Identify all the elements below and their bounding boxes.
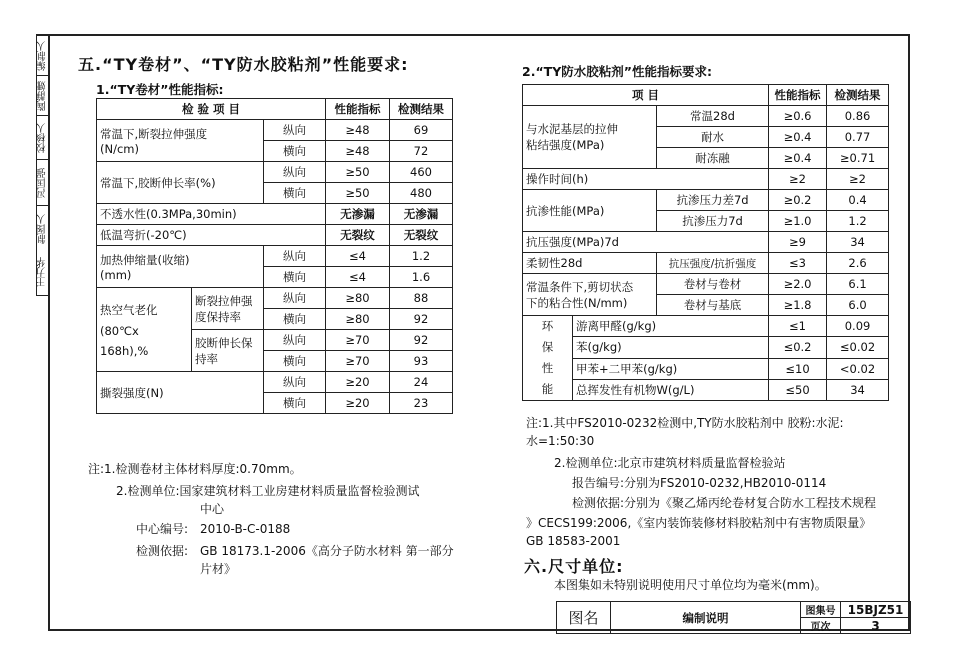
t2-index: ≤0.2 — [769, 337, 827, 358]
t2-condition: 抗渗压力差7d — [657, 190, 769, 211]
t1-direction: 横向 — [264, 309, 326, 330]
adhesive-performance-table — [522, 84, 889, 401]
t2-condition: 常温28d — [657, 106, 769, 127]
t1-tear-label: 撕裂强度(N) — [97, 372, 264, 414]
t1-result: 无裂纹 — [390, 225, 453, 246]
note1-basis: GB 18173.1-2006《高分子防水材料 第一部分 — [200, 544, 454, 558]
t1-index: 无渗漏 — [326, 204, 390, 225]
title-block-page-label: 页次 — [801, 618, 841, 634]
note2-lab: 2.检测单位:北京市建筑材料质量监督检验站 — [554, 456, 786, 470]
t1-direction: 横向 — [264, 351, 326, 372]
t2-condition: 卷材与卷材 — [657, 274, 769, 295]
t1-header-index: 性能指标 — [326, 99, 390, 120]
t1-result: 88 — [390, 288, 453, 309]
t1-direction: 横向 — [264, 393, 326, 414]
t1-header-result: 检测结果 — [390, 99, 453, 120]
t1-result: 无渗漏 — [390, 204, 453, 225]
t1-result: 24 — [390, 372, 453, 393]
note1-code: 2010-B-C-0188 — [200, 522, 291, 536]
t1-result: 92 — [390, 309, 453, 330]
t1-index: ≤4 — [326, 246, 390, 267]
t1-elong-label: 常温下,胶断伸长率(%) — [97, 162, 264, 204]
t1-index: ≥70 — [326, 351, 390, 372]
t1-direction: 横向 — [264, 183, 326, 204]
t1-shrink-label: 加热伸缩量(收缩) (mm) — [97, 246, 264, 288]
t2-index: ≥2.0 — [769, 274, 827, 295]
t2-result: <0.02 — [827, 358, 889, 379]
t2-header-index: 性能指标 — [769, 85, 827, 106]
t2-index: ≥1.0 — [769, 211, 827, 232]
t2-header-result: 检测结果 — [827, 85, 889, 106]
t2-index: ≥0.4 — [769, 148, 827, 169]
membrane-performance-table — [96, 98, 453, 414]
note1-lab: 2.检测单位:国家建筑材料工业房建材料质量监督检验测试 — [116, 484, 420, 498]
t2-index: ≤1 — [769, 316, 827, 337]
note1-lab-cont: 中心 — [200, 502, 225, 516]
t2-index: ≤50 — [769, 379, 827, 400]
t2-result: 2.6 — [827, 253, 889, 274]
t1-header-item: 检 验 项 目 — [97, 99, 326, 120]
t2-header-item: 项 目 — [523, 85, 769, 106]
t2-result: 0.77 — [827, 127, 889, 148]
t2-index: ≥9 — [769, 232, 827, 253]
t1-ret1-label: 断裂拉伸强 度保持率 — [192, 288, 264, 330]
t1-result: 1.6 — [390, 267, 453, 288]
t1-index: ≤4 — [326, 267, 390, 288]
t1-tensile-label: 常温下,断裂拉伸强度 (N/cm) — [97, 120, 264, 162]
t2-result: 6.0 — [827, 295, 889, 316]
strip-name-checker: 冯国强 — [37, 159, 48, 206]
t1-direction: 纵向 — [264, 330, 326, 351]
strip-name-editor: 陶静娜 — [37, 75, 48, 116]
section5-title: 五.“TY卷材”、“TY防水胶粘剂”性能要求: — [78, 55, 409, 74]
t1-index: ≥48 — [326, 120, 390, 141]
t1-result: 72 — [390, 141, 453, 162]
t2-result: ≤0.02 — [827, 337, 889, 358]
t2-result: ≥2 — [827, 169, 889, 190]
t2-env-item: 甲苯+二甲苯(g/kg) — [573, 358, 769, 379]
strip-label-editor: 编制人 — [37, 35, 48, 76]
note2-basis-cont: 》CECS199:2006,《室内装饰装修材料胶粘剂中有害物质限量》 — [526, 516, 872, 530]
t2-bond-label: 与水泥基层的拉伸 粘结强度(MPa) — [523, 106, 657, 169]
t2-index: ≥0.4 — [769, 127, 827, 148]
t1-index: ≥70 — [326, 330, 390, 351]
t1-result: 1.2 — [390, 246, 453, 267]
title-block-page: 3 — [841, 618, 911, 634]
note1-basis-label: 检测依据: — [136, 544, 189, 558]
t1-index: ≥48 — [326, 141, 390, 162]
t2-condition: 抗压强度/抗折强度 — [657, 253, 769, 274]
t2-result: 34 — [827, 232, 889, 253]
t1-direction: 纵向 — [264, 120, 326, 141]
note1-basis-cont: 片材》 — [200, 562, 237, 576]
t1-direction: 横向 — [264, 141, 326, 162]
t2-condition: 耐水 — [657, 127, 769, 148]
t2-condition: 抗渗压力7d — [657, 211, 769, 232]
t2-result: 0.86 — [827, 106, 889, 127]
t1-direction: 纵向 — [264, 372, 326, 393]
t1-bend-label: 低温弯折(-20℃) — [97, 225, 326, 246]
strip-name-drafter: 王力华 — [37, 257, 48, 288]
section6-title: 六.尺寸单位: — [524, 557, 624, 576]
note2-basis-std: GB 18583-2001 — [526, 534, 621, 548]
t1-direction: 横向 — [264, 267, 326, 288]
t2-result: ≥0.71 — [827, 148, 889, 169]
note1-code-label: 中心编号: — [136, 522, 189, 536]
t2-comp-label: 抗压强度(MPa)7d — [523, 232, 769, 253]
t2-index: ≥0.6 — [769, 106, 827, 127]
title-block — [556, 601, 911, 634]
strip-label-drafter: 制图人 — [37, 205, 48, 252]
t1-direction: 纵向 — [264, 162, 326, 183]
table2-title: 2.“TY防水胶粘剂”性能指标要求: — [522, 64, 712, 79]
t2-index: ≥2 — [769, 169, 827, 190]
t1-index: ≥20 — [326, 393, 390, 414]
title-block-atlas: 15BJZ51 — [841, 602, 911, 618]
t2-index: ≤10 — [769, 358, 827, 379]
t1-result: 23 — [390, 393, 453, 414]
t2-index: ≥0.2 — [769, 190, 827, 211]
t1-index: ≥50 — [326, 183, 390, 204]
t2-result: 6.1 — [827, 274, 889, 295]
t2-optime-label: 操作时间(h) — [523, 169, 769, 190]
t1-result: 460 — [390, 162, 453, 183]
title-block-atlas-label: 图集号 — [801, 602, 841, 618]
t1-direction: 纵向 — [264, 246, 326, 267]
section6-text: 本图集如未特别说明使用尺寸单位均为毫米(mm)。 — [554, 578, 827, 592]
t2-result: 34 — [827, 379, 889, 400]
t2-result: 0.4 — [827, 190, 889, 211]
t1-direction: 纵向 — [264, 288, 326, 309]
note1-thickness: 注:1.检测卷材主体材料厚度:0.70mm。 — [88, 462, 302, 476]
note2-basis: 检测依据:分别为《聚乙烯丙纶卷材复合防水工程技术规程 — [572, 496, 877, 510]
t2-imperm-label: 抗渗性能(MPa) — [523, 190, 657, 232]
table1-title: 1.“TY卷材”性能指标: — [96, 82, 224, 97]
t1-result: 93 — [390, 351, 453, 372]
note2-report: 报告编号:分别为FS2010-0232,HB2010-0114 — [572, 476, 827, 490]
t1-index: 无裂纹 — [326, 225, 390, 246]
t1-water-label: 不透水性(0.3MPa,30min) — [97, 204, 326, 225]
strip-label-checker: 校核人 — [37, 115, 48, 160]
t2-index: ≤3 — [769, 253, 827, 274]
t1-result: 69 — [390, 120, 453, 141]
t2-env-item: 游离甲醛(g/kg) — [573, 316, 769, 337]
t2-condition: 卷材与基底 — [657, 295, 769, 316]
t1-aging-label: 热空气老化 (80℃x 168h),% — [97, 288, 192, 372]
t2-index: ≥1.8 — [769, 295, 827, 316]
t2-env-item: 苯(g/kg) — [573, 337, 769, 358]
note2-ratio-cont: 水=1:50:30 — [526, 434, 595, 448]
t1-index: ≥50 — [326, 162, 390, 183]
t2-shear-label: 常温条件下,剪切状态 下的粘合性(N/mm) — [523, 274, 657, 316]
t1-result: 92 — [390, 330, 453, 351]
t2-flex-label: 柔韧性28d — [523, 253, 657, 274]
t2-result: 0.09 — [827, 316, 889, 337]
note2-ratio: 注:1.其中FS2010-0232检测中,TY防水胶粘剂中 胶粉:水泥: — [526, 416, 844, 430]
t1-index: ≥20 — [326, 372, 390, 393]
t1-index: ≥80 — [326, 288, 390, 309]
t2-env-item: 总挥发性有机物W(g/L) — [573, 379, 769, 400]
title-block-name: 编制说明 — [611, 602, 801, 634]
t1-index: ≥80 — [326, 309, 390, 330]
t1-result: 480 — [390, 183, 453, 204]
t1-ret2-label: 胶断伸长保 持率 — [192, 330, 264, 372]
t2-result: 1.2 — [827, 211, 889, 232]
t2-env-label: 环 保 性 能 — [523, 316, 573, 401]
title-block-name-label: 图名 — [557, 602, 611, 634]
t2-condition: 耐冻融 — [657, 148, 769, 169]
